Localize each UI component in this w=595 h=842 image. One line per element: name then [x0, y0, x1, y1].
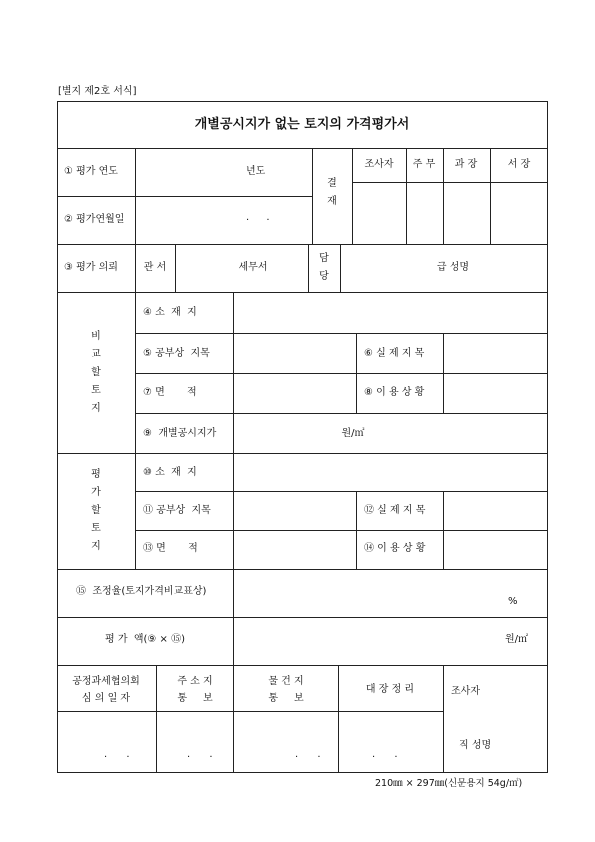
rule [57, 196, 312, 197]
rule [57, 569, 548, 570]
rule [233, 569, 234, 665]
rule [356, 491, 357, 569]
approval-col-investigator: 조사자 [364, 159, 394, 170]
grade-name: 급 성명 [436, 262, 470, 273]
rule [443, 665, 444, 773]
approval-label: 결재 [327, 178, 337, 207]
compare-registered-category-label: ⑤ 공부상 지목 [143, 348, 210, 359]
rule [406, 148, 407, 244]
eval-year-label: ① 평가 연도 [64, 166, 118, 177]
investigator-label: 조사자 [451, 686, 480, 697]
rule [175, 244, 176, 292]
address-notice-label: 주 소 지 [177, 676, 213, 687]
rule [57, 292, 548, 293]
rule [135, 244, 136, 292]
property-notice-label: 통 보 [268, 693, 304, 704]
form-type-label: [별지 제2호 서식] [58, 86, 137, 97]
rank-name-label: 직 성명 [459, 740, 492, 751]
date-mark: . . [295, 749, 329, 760]
compare-usage-label: ⑧ 이 용 상 황 [364, 387, 425, 398]
eval-date-value: . . [246, 212, 277, 223]
council-date-label: 심 의 일 자 [81, 693, 131, 704]
rule [57, 617, 548, 618]
ledger-label: 대 장 정 리 [365, 684, 415, 695]
council-date-label: 공정과세협의회 [72, 676, 140, 687]
paper-spec-footer: 210㎜ × 297㎜(신문용지 54g/㎡) [375, 778, 523, 789]
date-mark: . . [372, 749, 406, 760]
eval-year-unit: 년도 [246, 166, 266, 177]
compare-actual-category-label: ⑥ 실 제 지 목 [364, 348, 425, 359]
rule [135, 333, 548, 334]
rule [352, 182, 548, 183]
rule [57, 453, 548, 454]
compare-location-label: ④ 소 재 지 [143, 307, 197, 318]
eval-date-label: ② 평가연월일 [64, 214, 125, 225]
rule [135, 148, 136, 244]
rule [57, 244, 548, 245]
request-label: ③ 평가 의뢰 [64, 262, 118, 273]
compare-land-label: 비교할토지 [91, 331, 101, 414]
form-title: 개별공시지가 없는 토지의 가격평가서 [194, 117, 410, 132]
eval-usage-label: ⑭ 이 용 상 황 [364, 543, 426, 554]
approval-col-director: 서 장 [507, 159, 531, 170]
rule [135, 373, 548, 374]
property-notice-label: 물 건 지 [268, 676, 304, 687]
rule [356, 333, 357, 413]
tax-office: 세무서 [238, 262, 268, 273]
charge-label: 담당 [319, 253, 329, 282]
rule [135, 530, 548, 531]
rule [443, 333, 444, 413]
rule [308, 244, 309, 292]
rule [443, 491, 444, 569]
date-mark: . . [104, 749, 138, 760]
rule [233, 292, 234, 569]
rule [352, 148, 353, 244]
adjustment-rate-label: ⑮ 조정율(토지가격비교표상) [76, 586, 207, 597]
eval-area-label: ⑬ 면 적 [143, 543, 198, 554]
approval-col-section-head: 과 장 [454, 159, 478, 170]
eval-registered-category-label: ⑪ 공부상 지목 [143, 505, 211, 516]
official-price-unit: 원/㎡ [341, 428, 365, 439]
rule [135, 292, 136, 569]
eval-amount-label: 평 가 액(⑨ × ⑮) [104, 634, 186, 645]
rule [340, 244, 341, 292]
rule [57, 665, 548, 666]
form-table [57, 101, 548, 773]
adjustment-rate-unit: % [508, 596, 518, 607]
office-label: 관 서 [143, 262, 167, 273]
official-price-label: ⑨ 개별공시지가 [143, 428, 217, 439]
rule [233, 665, 234, 773]
rule [57, 148, 548, 149]
rule [490, 148, 491, 244]
eval-actual-category-label: ⑫ 실 제 지 목 [364, 505, 426, 516]
compare-area-label: ⑦ 면 적 [143, 387, 197, 398]
rule [135, 491, 548, 492]
eval-amount-unit: 원/㎡ [505, 634, 529, 645]
rule [57, 711, 443, 712]
address-notice-label: 통 보 [177, 693, 213, 704]
rule [443, 148, 444, 244]
rule [312, 148, 313, 244]
rule [135, 413, 548, 414]
rule [156, 665, 157, 773]
rule [338, 665, 339, 773]
eval-location-label: ⑩ 소 재 지 [143, 467, 197, 478]
eval-land-label: 평가할토지 [91, 469, 101, 552]
date-mark: . . [187, 749, 221, 760]
approval-col-chief: 주 무 [412, 159, 436, 170]
